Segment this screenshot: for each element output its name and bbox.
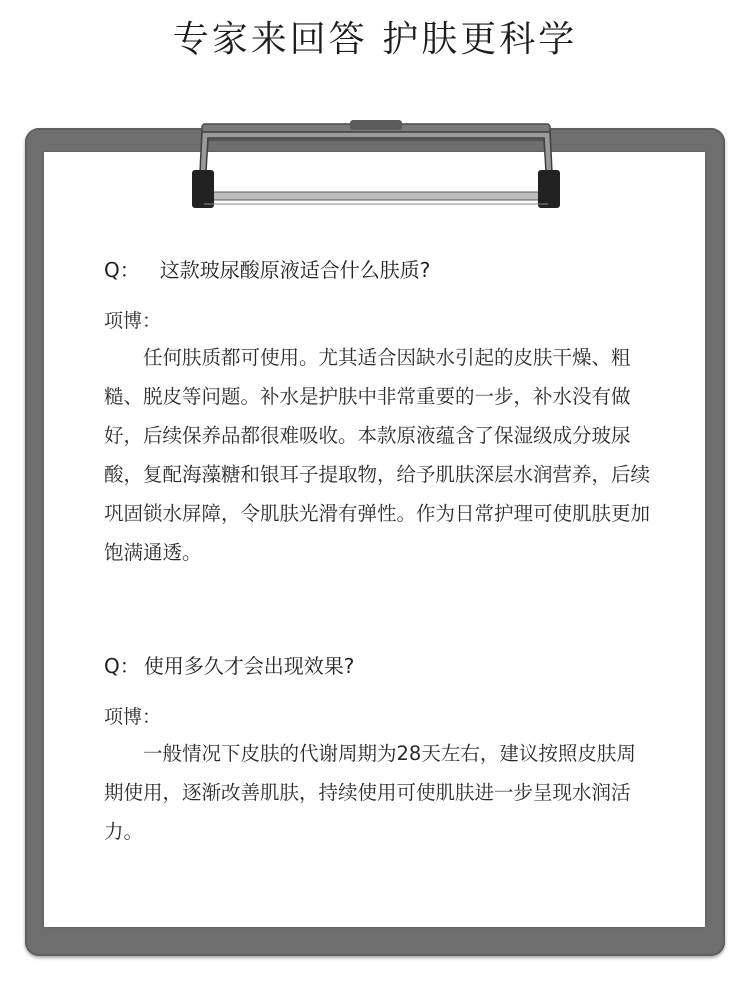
question-mark-label: Q： [104,654,140,678]
page-title: 专家来回答 护肤更科学 [172,19,578,60]
qa-item [104,648,664,851]
question-text: 使用多久才会出现效果? [143,654,355,678]
question-line [104,648,664,684]
clipboard-clip-icon [190,118,562,218]
answerer-label: 项博： [104,706,162,728]
qa-item [104,252,664,572]
question-text: 这款玻尿酸原液适合什么肤质? [159,258,431,282]
answer-text: 一般情况下皮肤的代谢周期为28天左右，建议按照皮肤周期使用，逐渐改善肌肤，持续使用可使肌肤进一步呈现水润活力。 [104,742,636,843]
question-line [104,252,664,288]
answer-text: 任何肤质都可使用。尤其适合因缺水引起的皮肤干燥、粗糙、脱皮等问题。补水是护肤中非常重要的一步，补水没有做好，后续保养品都很难吸收。本款原液蕴含了保湿级成分玻尿酸，复配海藻糖和银耳子提取物，给予肌肤深层水润营养，后续巩固锁水屏障，令肌肤光滑有弹性。作为日常护理可使肌肤更加饱满通透。 [104,346,651,564]
answerer-label: 项博： [104,310,162,332]
question-mark-label: Q： [104,258,140,282]
